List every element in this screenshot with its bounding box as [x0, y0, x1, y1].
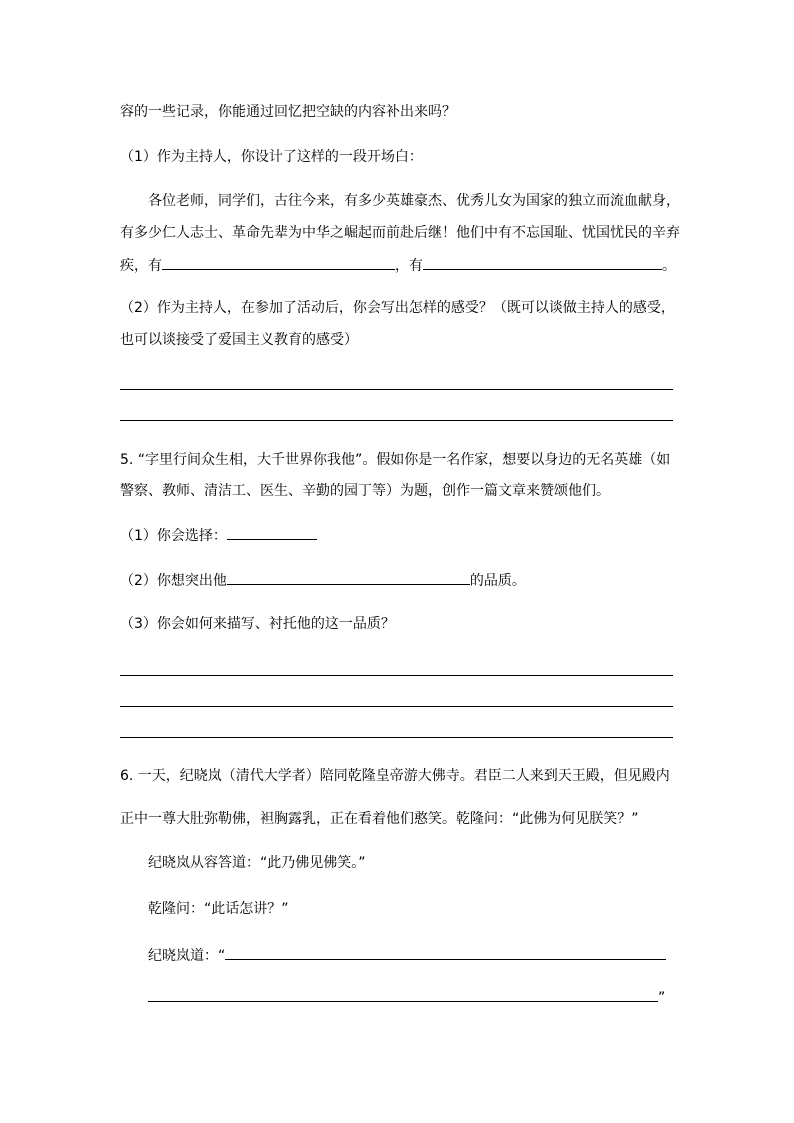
q6-dialog1: 纪晓岚从容答道：“此乃佛见佛笑。” [148, 855, 366, 871]
q6-dialog3-start: 纪晓岚道：“ [148, 948, 226, 964]
q4-part2-line2: 也可以谈接受了爱国主义教育的感受） [120, 332, 358, 348]
q6-answer-row2 [148, 987, 665, 1008]
q5-part2 [120, 570, 526, 591]
q5-quality-blank[interactable] [227, 570, 470, 585]
q5-part1-label: （1）你会选择： [120, 528, 227, 544]
q5-part1 [120, 525, 317, 546]
q6-answer-blank-1[interactable] [225, 945, 666, 960]
q4-opening-line3 [120, 255, 676, 276]
q6-line1: 6. 一天，纪晓岚（清代大学者）陪同乾隆皇帝游大佛寺。君臣二人来到天王殿，但见殿内 [120, 768, 670, 784]
q4-answer-blank-2[interactable] [423, 255, 662, 270]
q6-answer-blank-2[interactable] [148, 987, 658, 1002]
q4-answer-blank-1[interactable] [162, 255, 395, 270]
q4-opening-line3-mid: ，有 [395, 258, 423, 274]
q4-opening-line2: 有多少仁人志士、革命先辈为中华之崛起而前赴后继！他们中有不忘国耻、忧国忧民的辛弃 [120, 225, 680, 241]
q5-answer-line-2[interactable] [120, 706, 673, 707]
q5-line2: 警察、教师、清洁工、医生、辛勤的园丁等）为题，创作一篇文章来赞颂他们。 [120, 483, 610, 499]
q4-part1-label: （1）作为主持人，你设计了这样的一段开场白： [120, 149, 423, 165]
q6-dialog3 [148, 945, 666, 966]
q4-opening-line3-end: 。 [662, 258, 676, 274]
q5-choice-blank[interactable] [227, 525, 317, 540]
q5-line1: 5. “字里行间众生相，大千世界你我他”。假如你是一名作家，想要以身边的无名英雄（如 [120, 452, 671, 468]
q6-dialog2: 乾隆问：“此话怎讲？” [148, 901, 289, 917]
q4-opening-line1: 各位老师，同学们，古往今来，有多少英雄豪杰、优秀儿女为国家的独立而流血献身， [148, 193, 680, 209]
q6-line2: 正中一尊大肚弥勒佛，袒胸露乳，正在看着他们憨笑。乾隆问：“此佛为何见朕笑？” [120, 811, 639, 827]
q4-part2-line1: （2）作为主持人，在参加了活动后，你会写出怎样的感受？（既可以谈做主持人的感受， [120, 300, 675, 316]
q5-part2-start: （2）你想突出他 [120, 573, 227, 589]
q6-closing-quote: ” [658, 990, 666, 1006]
q5-part2-end: 的品质。 [469, 573, 526, 589]
q4-answer-line-2[interactable] [120, 420, 673, 421]
q4-opening-line3-start: 疾，有 [120, 258, 162, 274]
q5-answer-line-1[interactable] [120, 675, 673, 676]
q4-intro-tail: 容的一些记录，你能通过回忆把空缺的内容补出来吗？ [120, 104, 456, 120]
q4-answer-line-1[interactable] [120, 389, 673, 390]
q5-answer-line-3[interactable] [120, 737, 673, 738]
q5-part3-label: （3）你会如何来描写、衬托他的这一品质？ [120, 616, 395, 632]
